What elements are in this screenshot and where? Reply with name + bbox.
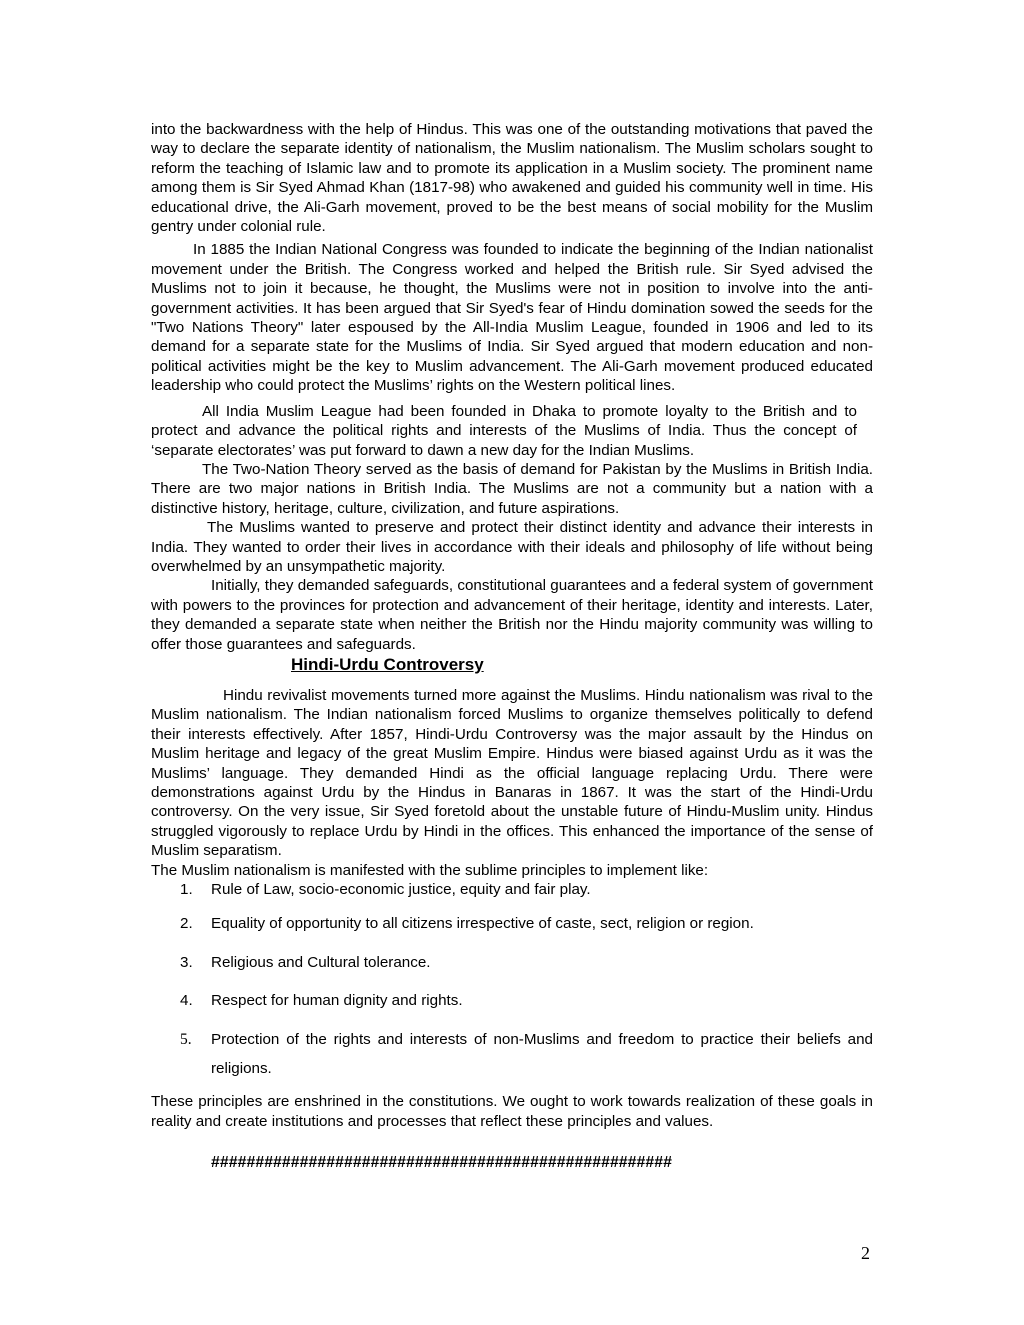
list-item bbox=[151, 948, 873, 977]
list-item-text: Rule of Law, socio-economic justice, equity and fair play. bbox=[211, 881, 591, 899]
paragraph-congress: In 1885 the Indian National Congress was founded to indicate the beginning of the Indian nationalist movement under the British. The Congress worked and helped the British rule. Sir Syed advised the Muslims not to join it because, he thought, the Muslims were not in position to involve into the anti-government activities. It has been argued that Sir Syed's fear of Hindu domination sowed the seeds for the "Two Nations Theory" later espoused by the All-India Muslim League, founded in 1906 and led to its demand for a separate state for the Muslims of India. Sir Syed argued that modern education and non-political activities might be the key to Muslim advancement. The Ali-Garh movement produced educated leadership who could protect the Muslims’ rights on the Western political lines. bbox=[151, 241, 873, 395]
list-number: 2. bbox=[180, 915, 193, 933]
document-page bbox=[151, 120, 873, 1173]
list-item-text: Religious and Cultural tolerance. bbox=[211, 953, 431, 971]
list-item bbox=[151, 1025, 873, 1083]
section-separator: #################################################### bbox=[211, 1154, 673, 1172]
page-number: 2 bbox=[861, 1243, 870, 1263]
list-item-text: Equality of opportunity to all citizens irrespective of caste, sect, religion or region. bbox=[211, 915, 754, 933]
paragraph-identity: The Muslims wanted to preserve and protect their distinct identity and advance their interests in India. They wanted to order their lives in accordance with their ideals and philosophy of life without being overwhelmed by an unsympathetic majority. bbox=[151, 519, 873, 575]
paragraph-hindi-urdu: Hindu revivalist movements turned more against the Muslims. Hindu nationalism was rival to the Muslim nationalism. The Indian nationalism forced Muslims to organize themselves politically to defend their interests effectively. After 1857, Hindi-Urdu Controversy was the major assault by the Hindus on Muslim heritage and legacy of the great Muslim Empire. Hindus were biased against Urdu as it was the Muslims’ language. They demanded Hindi as the official language replacing Urdu. There were demonstrations against Urdu by the Hindus in Banaras in 1867. It was the start of the Hindi-Urdu controversy. On the very issue, Sir Syed foretold about the unstable future of Hindu-Muslim unity. Hindus struggled vigorously to replace Urdu by Hindi in the offices. This enhanced the importance of the sense of Muslim separatism. bbox=[151, 686, 873, 860]
paragraph-two-nation-theory: The Two-Nation Theory served as the basis of demand for Pakistan by the Muslims in British India. There are two major nations in British India. The Muslims are not a community but a nation with a distinctive history, heritage, culture, civilization, and future aspirations. bbox=[151, 460, 873, 517]
paragraph-closing: These principles are enshrined in the constitutions. We ought to work towards realization of these goals in reality and create institutions and processes that reflect these principles and values. bbox=[151, 1093, 873, 1130]
list-item bbox=[151, 880, 873, 899]
list-item bbox=[151, 986, 873, 1015]
list-item-text: Protection of the rights and interests of non-Muslims and freedom to practice their beliefs and religions. bbox=[211, 1030, 873, 1077]
principles-list bbox=[151, 880, 873, 1083]
paragraph-muslim-league: All India Muslim League had been founded in Dhaka to promote loyalty to the British and to protect and advance the political rights and interests of the Muslims of India. Thus the concept of ‘separate electorates’ was put forward to dawn a new day for the Indian Muslims. bbox=[151, 402, 857, 459]
list-item bbox=[151, 909, 873, 938]
section-heading: Hindi-Urdu Controversy bbox=[291, 654, 484, 674]
list-number: 4. bbox=[180, 992, 193, 1010]
list-number: 3. bbox=[180, 953, 193, 971]
list-number: 1. bbox=[180, 881, 193, 899]
list-intro: The Muslim nationalism is manifested with the sublime principles to implement like: bbox=[151, 861, 709, 879]
paragraph-safeguards: Initially, they demanded safeguards, constitutional guarantees and a federal system of government with powers to the provinces for protection and advancement of their heritage, identity and interests. Later, they demanded a separate state when neither the British nor the Hindu majority community was willing to offer those guarantees and safeguards. bbox=[151, 577, 873, 653]
list-number: 5. bbox=[180, 1030, 192, 1048]
paragraph-backwardness: into the backwardness with the help of Hindus. This was one of the outstanding motivations that paved the way to declare the separate identity of nationalism, the Muslim nationalism. The Muslim scholars sought to reform the teaching of Islamic law and to promote its application in a Muslim society. The prominent name among them is Sir Syed Ahmad Khan (1817-98) who awakened and guided his community well in time. His educational drive, the Ali-Garh movement, proved to be the best means of social mobility for the Muslim gentry under colonial rule. bbox=[151, 121, 873, 236]
list-item-text: Respect for human dignity and rights. bbox=[211, 992, 463, 1010]
